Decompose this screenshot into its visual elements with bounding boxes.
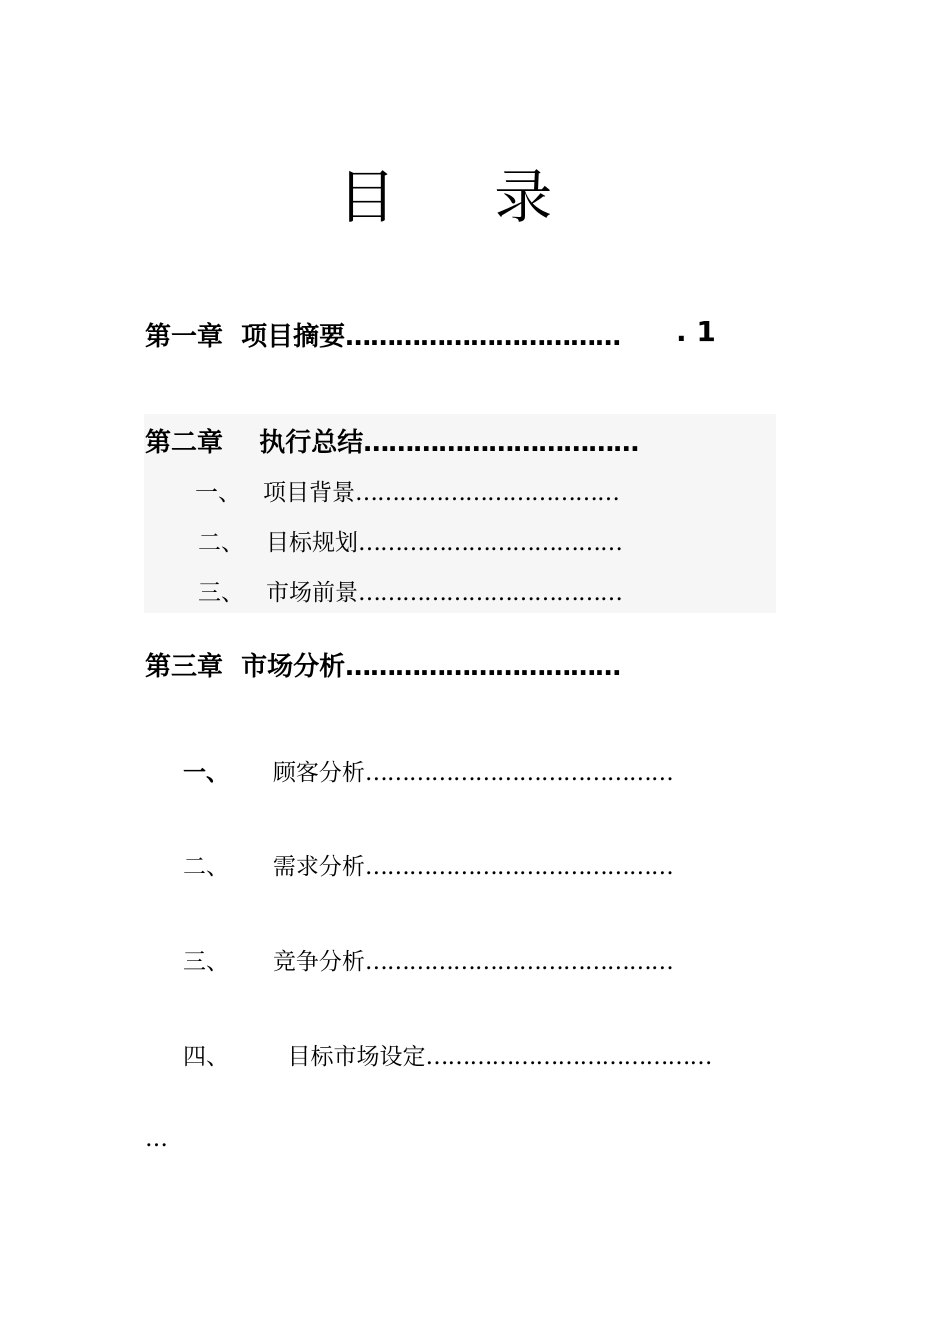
chapter-label: 第二章 <box>145 428 224 458</box>
dot-leader: ………………………………… <box>425 1044 712 1070</box>
section-name: 目标规划 <box>265 530 358 556</box>
dot-leader: ……………………………… <box>357 530 622 556</box>
continuation-ellipsis: … <box>145 1126 168 1152</box>
section-name: 竞争分析 <box>272 949 365 975</box>
section-name: 项目背景 <box>262 480 355 506</box>
dot-leader: …………………………………… <box>364 854 673 880</box>
toc-chapter-1[interactable] <box>145 316 620 353</box>
section-number: 四、 <box>183 1044 229 1070</box>
section-name: 目标市场设定 <box>287 1044 426 1070</box>
toc-chapter-2[interactable] <box>145 422 638 459</box>
toc-section-2-3[interactable] <box>198 574 622 607</box>
section-number: 二、 <box>183 854 229 880</box>
toc-section-2-2[interactable] <box>198 524 622 557</box>
section-number: 三、 <box>198 580 244 606</box>
section-number: 一、 <box>183 759 229 786</box>
dot-leader: …………………………………… <box>364 760 673 786</box>
toc-section-3-1[interactable] <box>183 754 673 787</box>
page-number: . 1 <box>676 315 716 348</box>
chapter-name: 市场分析 <box>241 652 346 682</box>
dot-leader: …………………………… <box>345 652 621 682</box>
toc-chapter-3[interactable] <box>145 646 620 683</box>
section-number: 一、 <box>195 480 241 506</box>
page-title: 目 录 <box>337 163 593 231</box>
dot-leader: …………………………… <box>363 428 639 458</box>
dot-leader: …………………………………… <box>364 949 673 975</box>
section-number: 二、 <box>198 530 244 556</box>
chapter-label: 第一章 <box>145 322 224 352</box>
chapter-name: 执行总结 <box>259 428 364 458</box>
section-name: 需求分析 <box>272 854 365 880</box>
section-name: 顾客分析 <box>272 760 365 786</box>
dot-leader: …………………………… <box>345 322 621 352</box>
chapter-name: 项目摘要 <box>241 322 346 352</box>
dot-leader: ……………………………… <box>354 480 619 506</box>
section-name: 市场前景 <box>265 580 358 606</box>
toc-section-3-2[interactable] <box>183 848 673 881</box>
dot-leader: ……………………………… <box>357 580 622 606</box>
section-number: 三、 <box>183 949 229 975</box>
chapter-label: 第三章 <box>145 652 224 682</box>
toc-section-2-1[interactable] <box>195 474 619 507</box>
toc-section-3-4[interactable] <box>183 1038 712 1071</box>
toc-section-3-3[interactable] <box>183 943 673 976</box>
